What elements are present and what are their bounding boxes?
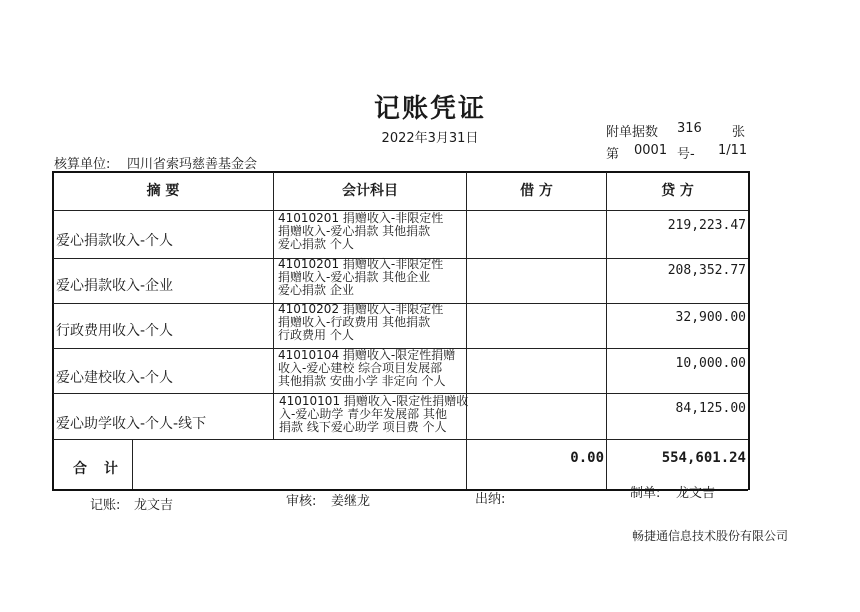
row-3-credit: 32,900.00 bbox=[675, 310, 746, 325]
row-1-credit: 219,223.47 bbox=[667, 218, 746, 233]
row-divider-5 bbox=[53, 439, 748, 440]
row-4-account-line-2: 收入-爱心建校 综合项目发展部 bbox=[278, 361, 443, 375]
voucher-no-suffix: 号- bbox=[677, 147, 695, 162]
attachments-unit: 张 bbox=[732, 125, 746, 140]
row-5-account-line-1: 41010101 捐赠收入-限定性捐赠收 bbox=[279, 394, 469, 408]
attachments-count: 316 bbox=[677, 121, 702, 136]
row-2-account-line-2: 捐赠收入-爱心捐款 其他企业 bbox=[278, 270, 431, 284]
row-4-account-line-3: 其他捐款 安曲小学 非定向 个人 bbox=[278, 374, 446, 388]
org-name: 四川省索玛慈善基金会 bbox=[127, 157, 258, 172]
voucher-page: 1/11 bbox=[718, 143, 748, 158]
row-4-credit: 10,000.00 bbox=[675, 356, 746, 371]
voucher-title: 记账凭证 bbox=[373, 94, 486, 124]
row-2-account-line-1: 41010201 捐赠收入-非限定性 bbox=[278, 257, 444, 271]
header-account: 会计科目 bbox=[342, 183, 398, 199]
row-3-account-line-2: 捐赠收入-行政费用 其他捐款 bbox=[278, 315, 431, 329]
cashier-label: 出纳: bbox=[475, 492, 506, 507]
row-4-account-line-1: 41010104 捐赠收入-限定性捐赠 bbox=[278, 348, 456, 362]
total-divider bbox=[132, 439, 133, 489]
voucher-no-prefix: 第 bbox=[606, 147, 620, 162]
row-5-account-line-3: 捐款 线下爱心助学 项目费 个人 bbox=[279, 420, 447, 434]
row-2-credit: 208,352.77 bbox=[667, 263, 746, 278]
row-1-account-line-3: 爱心捐款 个人 bbox=[278, 237, 354, 251]
row-1-account-line-2: 捐赠收入-爱心捐款 其他捐款 bbox=[278, 224, 431, 238]
attachments-label: 附单据数 bbox=[606, 125, 659, 140]
table-right-border bbox=[748, 171, 750, 490]
row-5-account-line-2: 入-爱心助学 青少年发展部 其他 bbox=[279, 407, 447, 421]
row-2-account-line-3: 爱心捐款 企业 bbox=[278, 283, 354, 297]
reviewer-label: 审核: bbox=[286, 494, 317, 509]
row-1-summary: 爱心捐款收入-个人 bbox=[56, 233, 174, 249]
row-2-summary: 爱心捐款收入-企业 bbox=[56, 278, 174, 294]
preparer-label: 制单: bbox=[630, 486, 661, 501]
row-3-summary: 行政费用收入-个人 bbox=[56, 323, 174, 339]
bookkeeper-label: 记账: bbox=[90, 498, 121, 513]
col-divider-3 bbox=[606, 172, 607, 489]
bookkeeper-name: 龙文吉 bbox=[134, 498, 174, 513]
row-3-account-line-3: 行政费用 个人 bbox=[278, 328, 354, 342]
total-debit: 0.00 bbox=[570, 450, 604, 466]
voucher-date: 2022年3月31日 bbox=[381, 131, 479, 146]
header-summary: 摘 要 bbox=[146, 183, 180, 199]
org-label: 核算单位: bbox=[54, 157, 111, 172]
col-divider-2 bbox=[466, 172, 467, 489]
row-1-account-line-1: 41010201 捐赠收入-非限定性 bbox=[278, 211, 444, 225]
col-divider-1 bbox=[273, 172, 274, 439]
row-5-summary: 爱心助学收入-个人-线下 bbox=[56, 416, 207, 432]
reviewer-name: 姜继龙 bbox=[331, 494, 371, 509]
total-credit: 554,601.24 bbox=[661, 450, 746, 466]
row-4-summary: 爱心建校收入-个人 bbox=[56, 370, 174, 386]
voucher-no-number: 0001 bbox=[634, 143, 668, 158]
total-label: 合 计 bbox=[73, 461, 124, 477]
preparer-name: 龙文吉 bbox=[676, 486, 716, 501]
header-debit: 借 方 bbox=[520, 183, 553, 199]
row-5-credit: 84,125.00 bbox=[675, 401, 746, 416]
table-left-border bbox=[52, 171, 54, 490]
row-3-account-line-1: 41010202 捐赠收入-非限定性 bbox=[278, 302, 444, 316]
software-company: 畅捷通信息技术股份有限公司 bbox=[631, 529, 788, 543]
header-credit: 贷 方 bbox=[661, 183, 694, 199]
